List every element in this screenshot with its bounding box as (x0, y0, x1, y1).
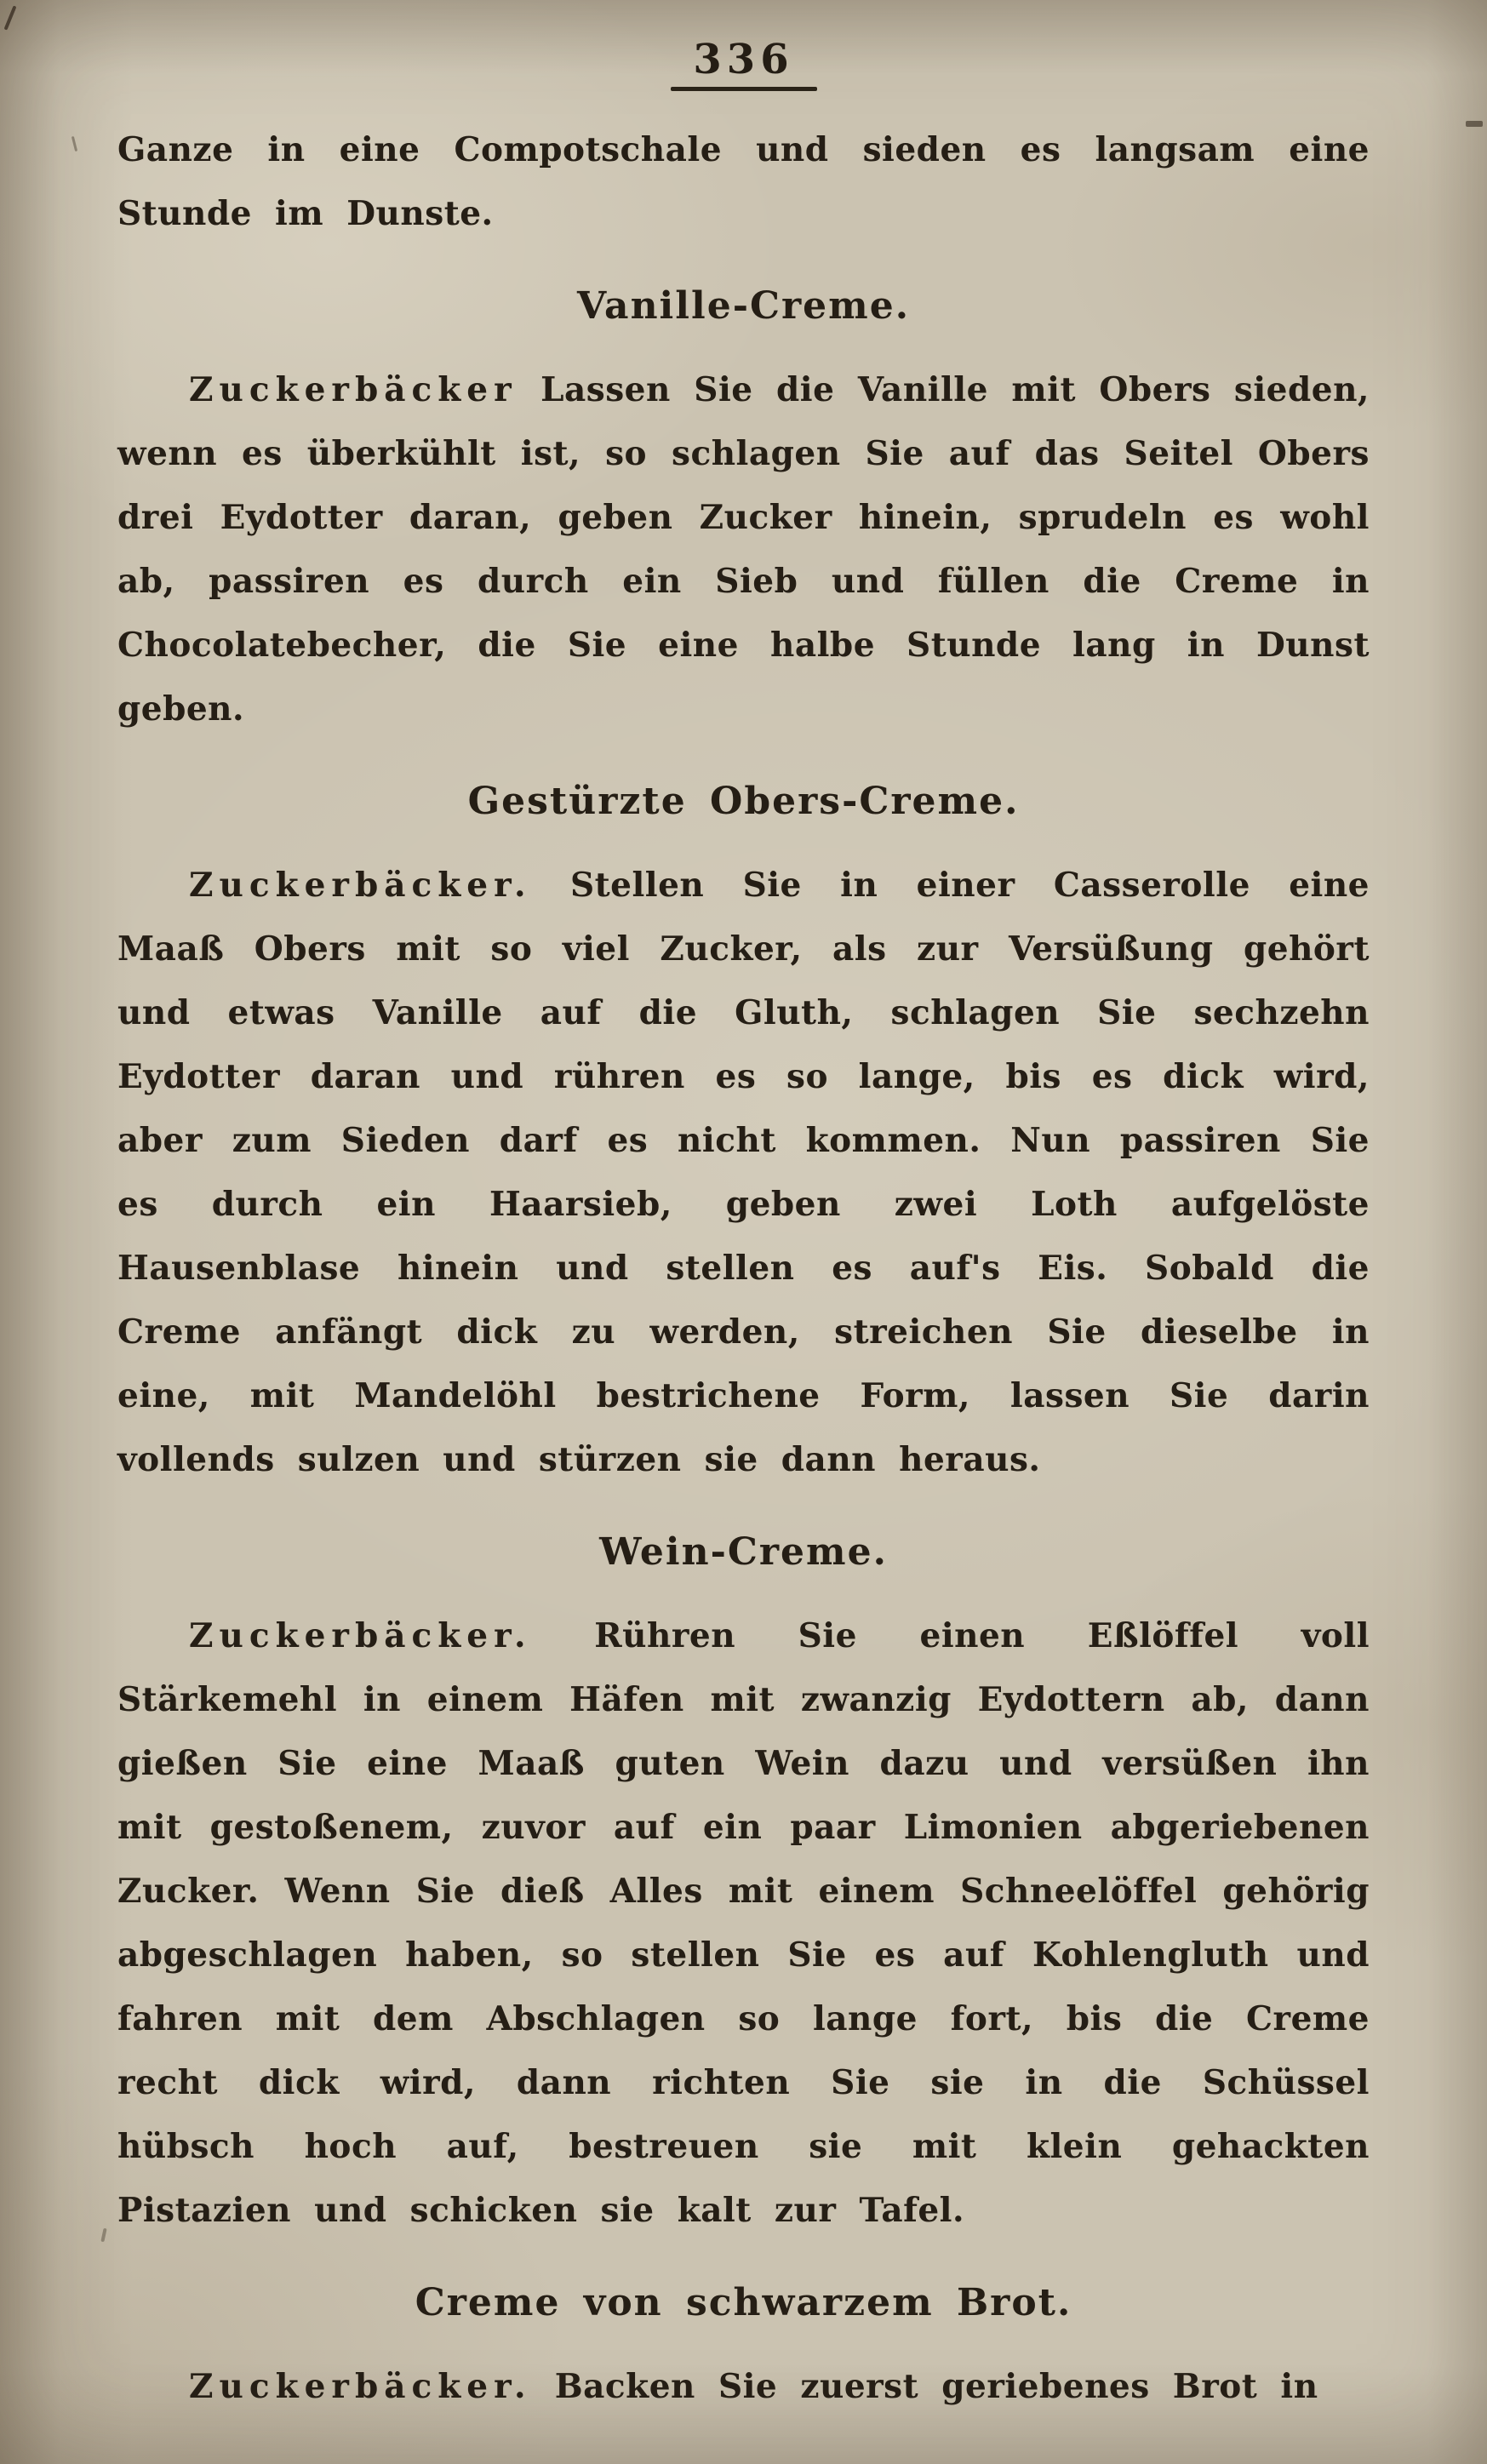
recipe-heading-vanille-creme: Vanille-Creme. (576, 284, 911, 328)
paragraph-wein-creme (117, 1604, 1370, 2243)
paragraph-lead: Zuckerbäcker. (189, 866, 532, 905)
recipe-heading-gestuerzte-obers-creme: Gestürzte Obers-Creme. (467, 780, 1020, 823)
paragraph-text: Stellen Sie in einer Casserolle eine Maaß Obers mit so viel Zucker, als zur Versüßung gehört und etwas Vanille auf die Gluth, schlagen Sie sechzehn Eydotter daran und rühren es so lange, bis es dick wird, aber zum Sieden darf es nicht kommen. Nun passiren Sie es durch ein Haarsieb, geben zwei Loth aufgelöste Hausenblase hinein und stellen es auf's Eis. Sobald die Creme anfängt dick zu werden, streichen Sie dieselbe in eine, mit Mandelöhl bestrichene Form, lassen Sie darin vollends sulzen und stürzen sie dann heraus. (117, 866, 1370, 1479)
paragraph-gestuerzte-obers-creme (117, 854, 1370, 1492)
scan-mark (71, 136, 77, 151)
paragraph-lead: Zuckerbäcker (189, 370, 518, 409)
paragraph-continuation (117, 118, 1370, 246)
recipe-heading-creme-von-schwarzem-brot: Creme von schwarzem Brot. (415, 2281, 1072, 2324)
scan-mark (1466, 121, 1483, 127)
paragraph-text: Backen Sie zuerst geriebenes Brot in (554, 2367, 1318, 2406)
recipe-heading-wein-creme: Wein-Creme. (599, 1530, 888, 1574)
scan-mark (100, 2228, 106, 2242)
page-number: 336 (693, 36, 794, 83)
paragraph-lead: Zuckerbäcker. (189, 1616, 532, 1655)
scan-mark (4, 5, 17, 30)
paragraph-lead: Zuckerbäcker. (189, 2367, 532, 2406)
paragraph-text: Ganze in eine Compotschale und sieden es langsam eine Stunde im Dunste. (117, 130, 1370, 233)
paragraph-text: Lassen Sie die Vanille mit Obers sieden, wenn es überkühlt ist, so schlagen Sie auf das Seitel Obers drei Eydotter daran, geben Zucker hinein, sprudeln es wohl ab, passiren es durch ein Sieb und füllen die Creme in Chocolatebecher, die Sie eine halbe Stunde lang in Dunst geben. (117, 370, 1370, 729)
page-body (117, 118, 1370, 2419)
paragraph-vanille-creme (117, 358, 1370, 741)
page-number-rule (671, 87, 817, 91)
paragraph-text: Rühren Sie einen Eßlöffel voll Stärkemehl in einem Häfen mit zwanzig Eydottern ab, dann gießen Sie eine Maaß guten Wein dazu und versüßen ihn mit gestoßenem, zuvor auf ein paar Limonien abgeriebenen Zucker. Wenn Sie dieß Alles mit einem Schneelöffel gehörig abgeschlagen haben, so stellen Sie es auf Kohlengluth und fahren mit dem Abschlagen so lange fort, bis die Creme recht dick wird, dann richten Sie sie in die Schüssel hübsch hoch auf, bestreuen sie mit klein gehackten Pistazien und schicken sie kalt zur Tafel. (117, 1616, 1370, 2230)
paragraph-creme-von-schwarzem-brot (117, 2355, 1370, 2419)
page-header (117, 36, 1370, 91)
